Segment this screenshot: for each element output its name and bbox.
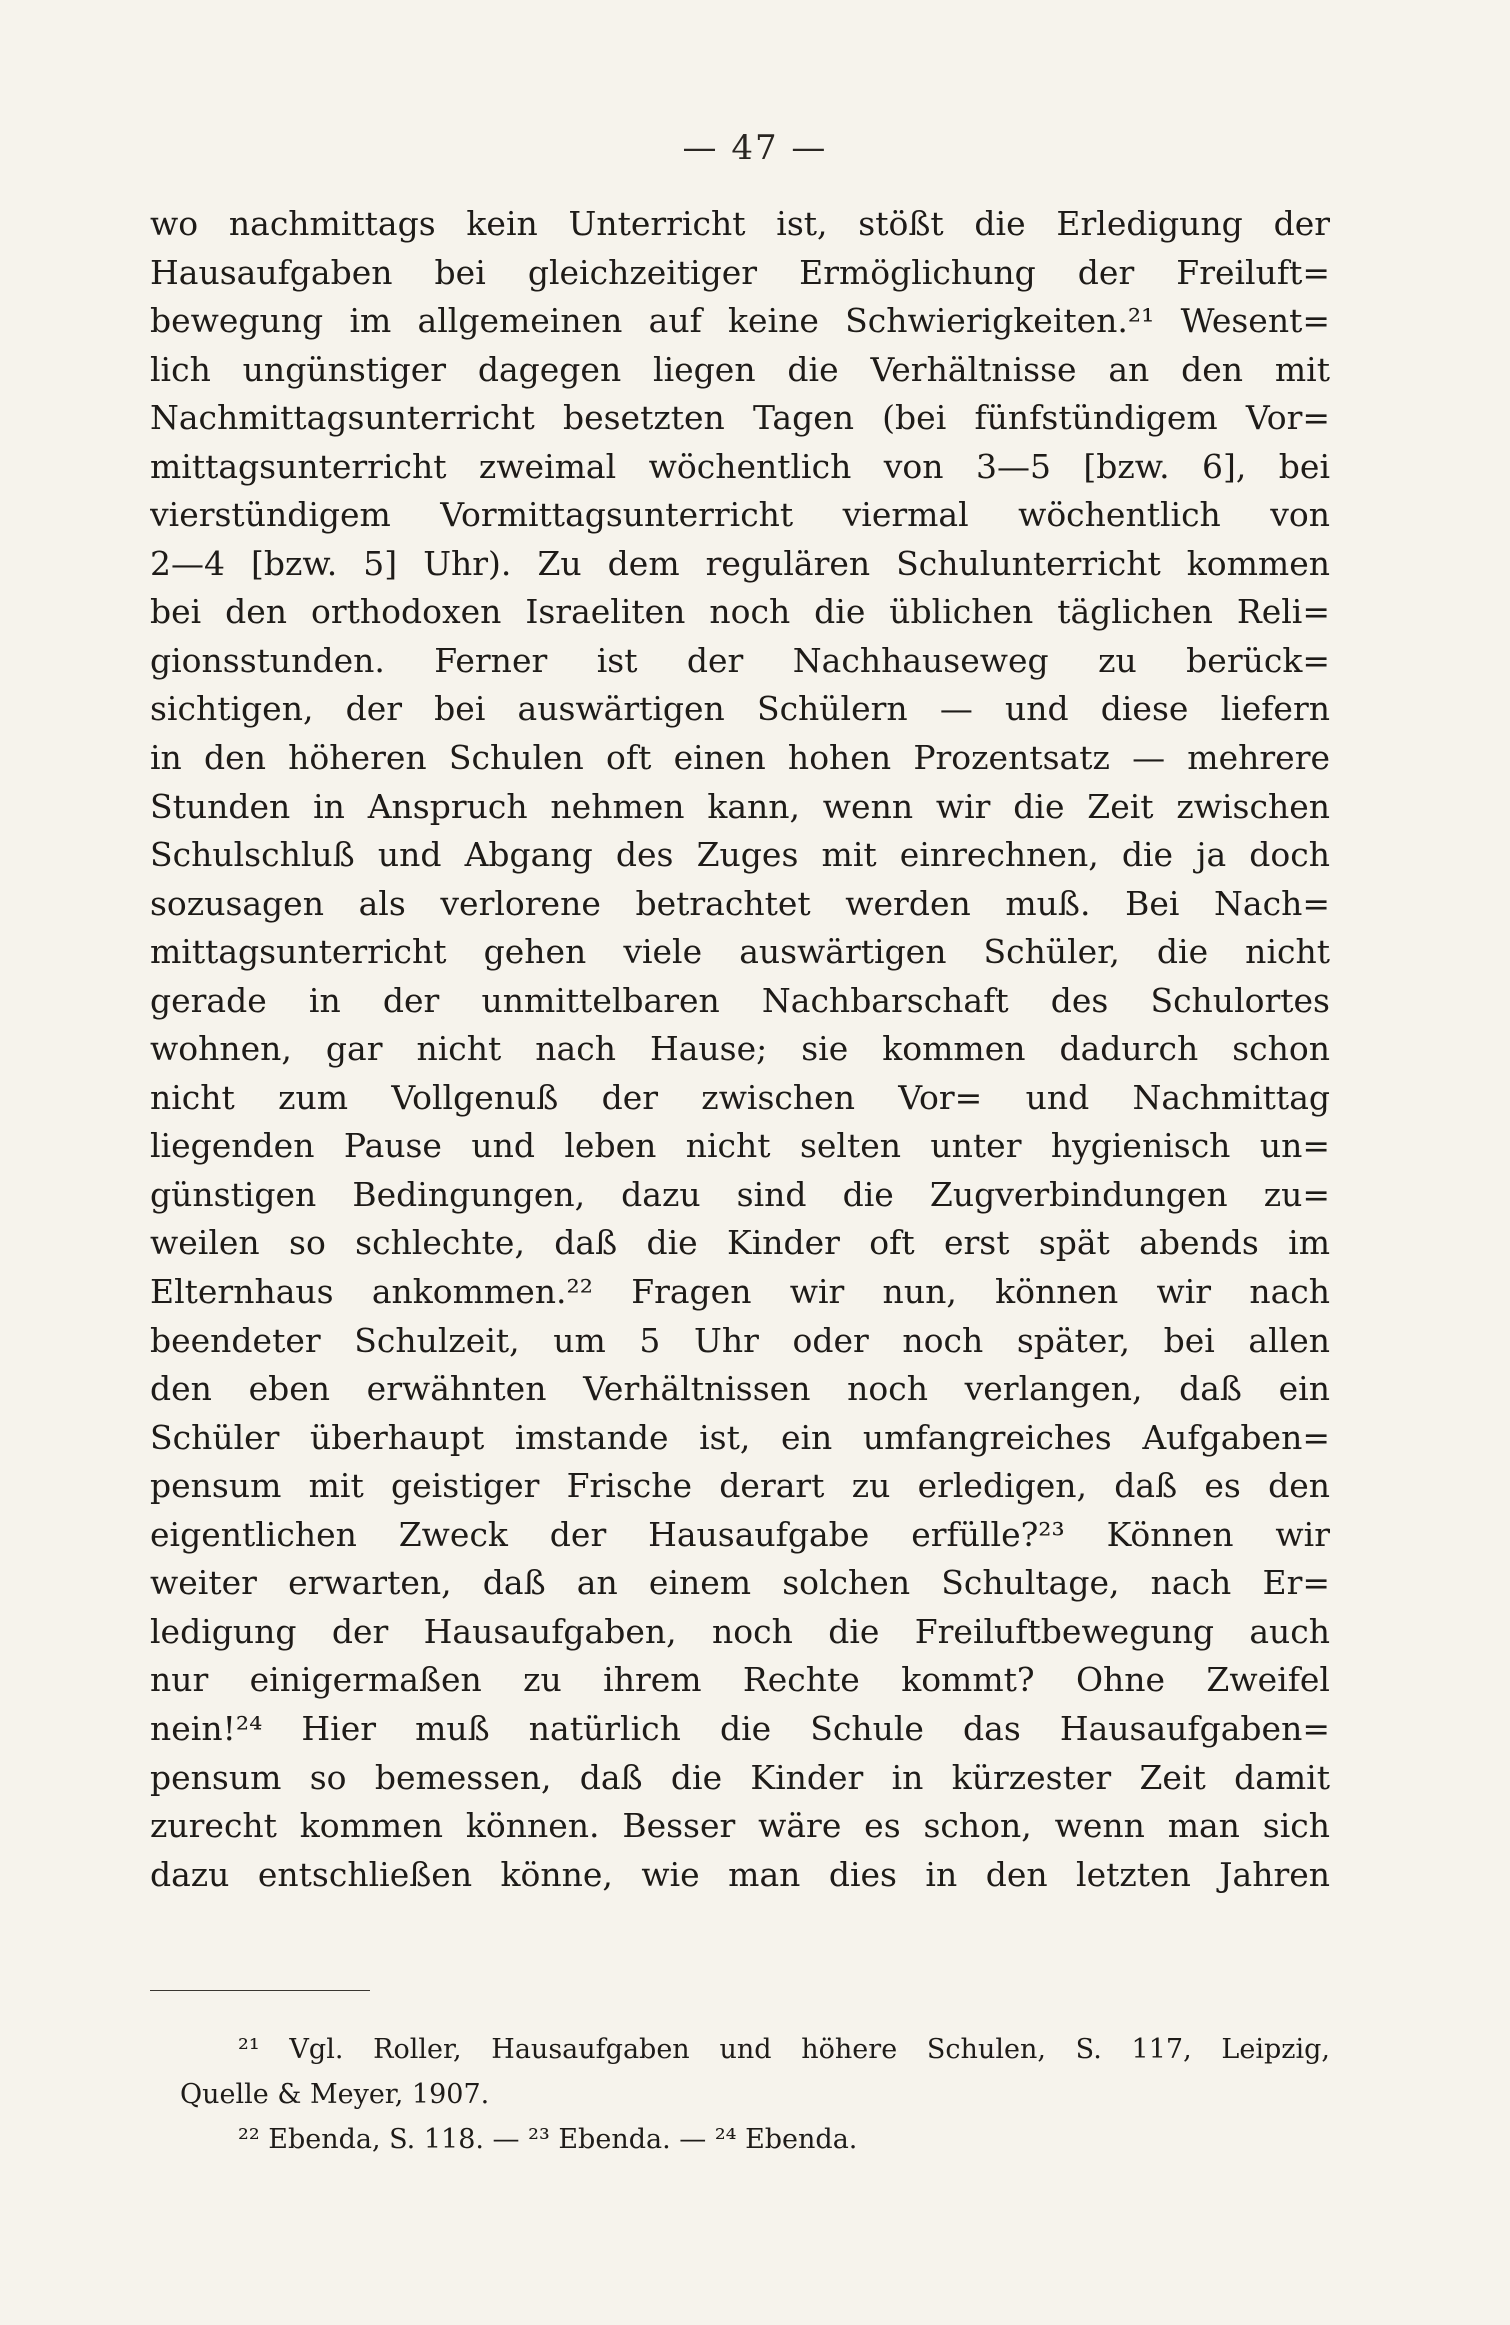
text-line: bewegung im allgemeinen auf keine Schwierigkeiten.²¹ Wesent= <box>150 301 1330 341</box>
page-number: — 47 — <box>682 128 828 168</box>
text-line: günstigen Bedingungen, dazu sind die Zugverbindungen zu= <box>150 1174 1330 1214</box>
body-text <box>150 200 1330 1899</box>
text-line: weilen so schlechte, daß die Kinder oft erst spät abends im <box>150 1223 1330 1263</box>
text-line: gionsstunden. Ferner ist der Nachhauseweg zu berück= <box>150 640 1330 680</box>
text-line: liegenden Pause und leben nicht selten unter hygienisch un= <box>150 1126 1330 1166</box>
text-line: Elternhaus ankommen.²² Fragen wir nun, können wir nach <box>150 1272 1330 1312</box>
text-line: Hausaufgaben bei gleichzeitiger Ermöglichung der Freiluft= <box>150 252 1330 292</box>
text-line: 2—4 [bzw. 5] Uhr). Zu dem regulären Schulunterricht kommen <box>150 543 1330 583</box>
text-line: pensum mit geistiger Frische derart zu erledigen, daß es den <box>150 1466 1330 1506</box>
text-line: in den höheren Schulen oft einen hohen Prozentsatz — mehrere <box>150 738 1330 778</box>
text-line: nein!²⁴ Hier muß natürlich die Schule das Hausaufgaben= <box>150 1708 1330 1748</box>
text-line: dazu entschließen könne, wie man dies in den letzten Jahren <box>150 1854 1330 1894</box>
text-line: lich ungünstiger dagegen liegen die Verhältnisse an den mit <box>150 349 1330 389</box>
text-line: nur einigermaßen zu ihrem Rechte kommt? Ohne Zweifel <box>150 1660 1330 1700</box>
text-line: Schulschluß und Abgang des Zuges mit einrechnen, die ja doch <box>150 835 1330 875</box>
text-line: Nachmittagsunterricht besetzten Tagen (bei fünfstündigem Vor= <box>150 398 1330 438</box>
text-line: den eben erwähnten Verhältnissen noch verlangen, daß ein <box>150 1369 1330 1409</box>
text-line: wo nachmittags kein Unterricht ist, stößt die Erledigung der <box>150 204 1330 243</box>
footnote-21: ²¹ Vgl. Roller, Hausaufgaben und höhere Schulen, S. 117, Leipzig, <box>238 2034 1330 2065</box>
text-line: sichtigen, der bei auswärtigen Schülern — und diese liefern <box>150 689 1330 729</box>
text-line: sozusagen als verlorene betrachtet werden muß. Bei Nach= <box>150 883 1330 923</box>
text-line: mittagsunterricht gehen viele auswärtigen Schüler, die nicht <box>150 932 1330 972</box>
text-line: Stunden in Anspruch nehmen kann, wenn wir die Zeit zwischen <box>150 786 1330 826</box>
text-line: vierstündigem Vormittagsunterricht viermal wöchentlich von <box>150 495 1330 535</box>
footnotes <box>150 2027 1330 2162</box>
text-line: mittagsunterricht zweimal wöchentlich von 3—5 [bzw. 6], bei <box>150 446 1330 486</box>
text-line: gerade in der unmittelbaren Nachbarschaft des Schulortes <box>150 980 1330 1020</box>
footnotes-22-24: ²² Ebenda, S. 118. — ²³ Ebenda. — ²⁴ Ebenda. <box>238 2124 858 2155</box>
text-line: eigentlichen Zweck der Hausaufgabe erfülle?²³ Können wir <box>150 1514 1330 1554</box>
text-line: bei den orthodoxen Israeliten noch die üblichen täglichen Reli= <box>150 592 1330 632</box>
text-line: ledigung der Hausaufgaben, noch die Freiluftbewegung auch <box>150 1611 1330 1651</box>
footnote-21-continuation: Quelle & Meyer, 1907. <box>180 2079 490 2110</box>
text-line: wohnen, gar nicht nach Hause; sie kommen dadurch schon <box>150 1029 1330 1069</box>
text-line: beendeter Schulzeit, um 5 Uhr oder noch später, bei allen <box>150 1320 1330 1360</box>
text-line: zurecht kommen können. Besser wäre es schon, wenn man sich <box>150 1806 1330 1846</box>
text-line: weiter erwarten, daß an einem solchen Schultage, nach Er= <box>150 1563 1330 1603</box>
text-line: pensum so bemessen, daß die Kinder in kürzester Zeit damit <box>150 1757 1330 1797</box>
text-line: nicht zum Vollgenuß der zwischen Vor= und Nachmittag <box>150 1077 1330 1117</box>
footnote-divider <box>150 1990 370 1991</box>
text-line: Schüler überhaupt imstande ist, ein umfangreiches Aufgaben= <box>150 1417 1330 1457</box>
